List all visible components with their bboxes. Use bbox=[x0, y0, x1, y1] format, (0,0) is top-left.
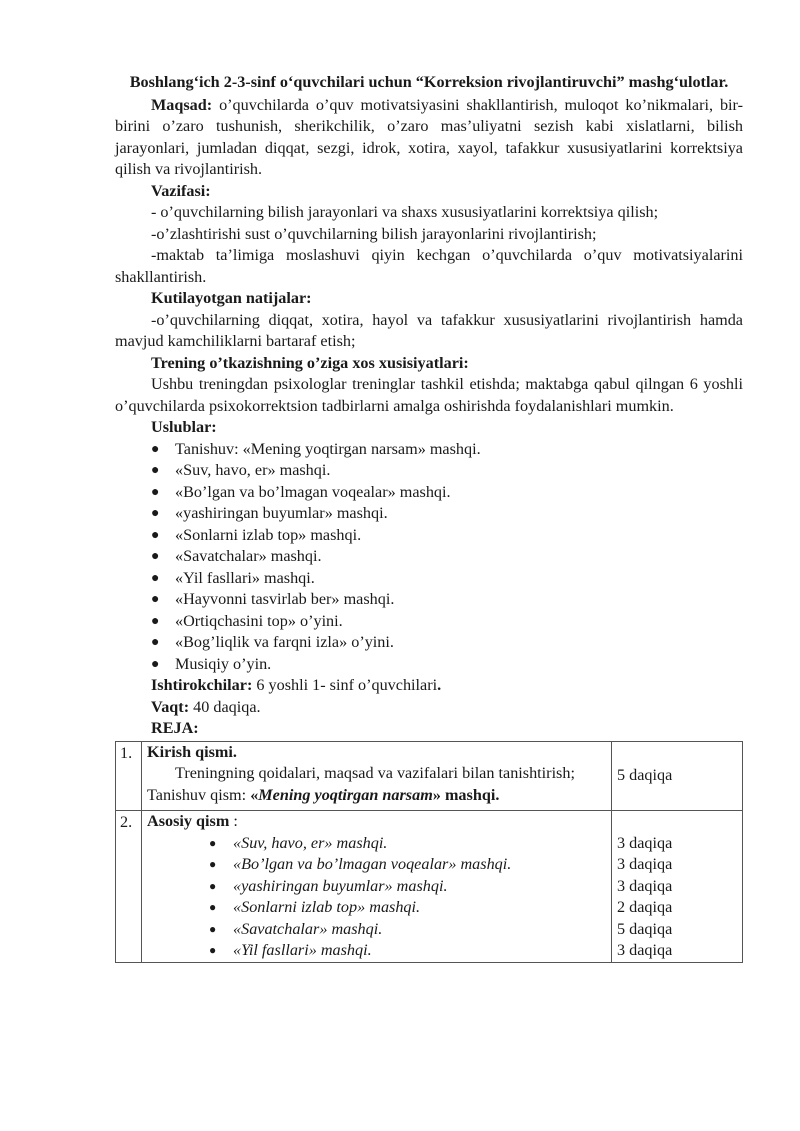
bullet-icon: ● bbox=[209, 943, 217, 957]
document-title: Boshlang‘ich 2-3-sinf o‘quvchilari uchun “Korreksion rivojlantiruvchi” mashg‘ulotlar. bbox=[129, 73, 729, 91]
list-item: ● «Bo’lgan va bo’lmagan voqealar» mashqi. bbox=[115, 482, 743, 504]
maqsad-label: Maqsad: bbox=[151, 95, 213, 114]
trening-heading: Trening o’tkazishning o’ziga xos xusisiyatlari: bbox=[151, 353, 469, 372]
maqsad-text: o’quvchilarda o’quv motivatsiyasini shakllantirish, muloqot ko’nikmalari, bir-birini o’zaro tushunish, sherikchilik, o’zaro mas’uliyatni sezish kabi xislatlarni, bilish jarayonlari, jumladan diqqat, sezgi, idrok, xotira, xayol, tafakkur xususiyatlarini korrektsiya qilish va rivojlantirish. bbox=[115, 95, 743, 178]
row-heading: Asosiy qism bbox=[147, 812, 230, 830]
time-value: 5 daqiqa bbox=[617, 919, 673, 938]
row-number: 1. bbox=[116, 741, 142, 811]
list-item: ● «Ortiqchasini top» o’yini. bbox=[115, 611, 743, 633]
natijalar-heading: Kutilayotgan natijalar: bbox=[151, 289, 312, 307]
ishtirokchilar-line: Ishtirokchilar: 6 yoshli 1- sinf o’quvchilari. bbox=[151, 676, 442, 694]
bullet-icon: ● bbox=[151, 527, 160, 543]
reja-table bbox=[115, 741, 743, 963]
asosiy-list bbox=[147, 833, 606, 962]
list-item: ● Tanishuv: «Mening yoqtirgan narsam» mashqi. bbox=[115, 439, 743, 461]
vazifasi-item: - o’quvchilarning bilish jarayonlari va shaxs xususiyatlarini korrektsiya qilish; bbox=[151, 203, 659, 221]
list-item: ● «Suv, havo, er» mashqi. bbox=[115, 460, 743, 482]
row-time: 5 daqiqa bbox=[612, 741, 743, 811]
row-content bbox=[142, 811, 612, 963]
list-item: ● «Bog’liqlik va farqni izla» o’yini. bbox=[115, 632, 743, 654]
time-value: 3 daqiqa bbox=[617, 855, 673, 873]
list-item: ● «Yil fasllari» mashqi. bbox=[147, 940, 606, 962]
maqsad-paragraph bbox=[115, 95, 743, 181]
row-text: Treningning qoidalari, maqsad va vazifalari bilan tanishtirish; bbox=[175, 764, 575, 782]
ishtirokchilar-text: 6 yoshli 1- sinf o’quvchilari bbox=[252, 676, 438, 694]
vazifasi-heading: Vazifasi: bbox=[151, 181, 211, 200]
bullet-icon: ● bbox=[209, 900, 217, 914]
time-value: 3 daqiqa bbox=[617, 941, 673, 959]
bullet-icon: ● bbox=[151, 570, 160, 586]
list-item: ● «Sonlarni izlab top» mashqi. bbox=[147, 897, 606, 919]
bullet-icon: ● bbox=[209, 835, 217, 850]
table-row bbox=[116, 741, 743, 811]
bullet-icon: ● bbox=[151, 484, 160, 500]
list-item: ● «Yil fasllari» mashqi. bbox=[115, 568, 743, 590]
list-item: ● «Savatchalar» mashqi. bbox=[147, 919, 606, 941]
row-content bbox=[142, 741, 612, 811]
uslublar-heading: Uslublar: bbox=[151, 418, 217, 436]
tanishuv-line: Tanishuv qism: «Mening yoqtirgan narsam» mashqi. bbox=[147, 785, 500, 804]
list-item: ● «yashiringan buyumlar» mashqi. bbox=[147, 876, 606, 898]
bullet-icon: ● bbox=[151, 656, 160, 672]
time-value: 3 daqiqa bbox=[617, 833, 673, 852]
bullet-icon: ● bbox=[151, 441, 160, 457]
bullet-icon: ● bbox=[151, 506, 160, 521]
list-item: ● «yashiringan buyumlar» mashqi. bbox=[115, 503, 743, 525]
vaqt-label: Vaqt: bbox=[151, 697, 190, 716]
bullet-icon: ● bbox=[209, 878, 217, 893]
ishtirokchilar-label: Ishtirokchilar: bbox=[151, 676, 253, 694]
time-value: 2 daqiqa bbox=[617, 898, 673, 916]
row-heading-line: Asosiy qism : bbox=[147, 812, 238, 830]
document-page bbox=[115, 72, 743, 963]
table-row bbox=[116, 811, 743, 963]
vaqt-line bbox=[115, 697, 743, 719]
list-item: ● «Bo’lgan va bo’lmagan voqealar» mashqi. bbox=[147, 854, 606, 876]
bullet-icon: ● bbox=[151, 463, 160, 478]
time-value: 3 daqiqa bbox=[617, 876, 673, 895]
reja-heading: REJA: bbox=[151, 719, 199, 737]
bullet-icon: ● bbox=[151, 549, 160, 564]
list-item: ● Musiqiy o’yin. bbox=[115, 654, 743, 676]
list-item: ● «Suv, havo, er» mashqi. bbox=[147, 833, 606, 855]
list-item: ● «Sonlarni izlab top» mashqi. bbox=[115, 525, 743, 547]
list-item: ● «Hayvonni tasvirlab ber» mashqi. bbox=[115, 589, 743, 611]
row-heading: Kirish qismi. bbox=[147, 742, 237, 761]
vaqt-text: 40 daqiqa. bbox=[189, 697, 261, 716]
uslublar-list bbox=[115, 439, 743, 676]
bullet-icon: ● bbox=[151, 635, 160, 650]
bullet-icon: ● bbox=[209, 857, 217, 871]
trening-text: Ushbu treningdan psixologlar treninglar tashkil etishda; maktabga qabul qilngan 6 yoshli o’quvchilarda psixokorrektsion tadbirlarni amalga oshirishda foydalanishlari mumkin. bbox=[115, 375, 743, 415]
list-item: ● «Savatchalar» mashqi. bbox=[115, 546, 743, 568]
row-times bbox=[612, 811, 743, 963]
row-number: 2. bbox=[116, 811, 142, 963]
bullet-icon: ● bbox=[151, 592, 160, 607]
vazifasi-item: -o’zlashtirishi sust o’quvchilarning bilish jarayonlarini rivojlantirish; bbox=[151, 224, 597, 243]
bullet-icon: ● bbox=[151, 613, 160, 629]
natijalar-text: -o’quvchilarning diqqat, xotira, hayol va tafakkur xususiyatlarini rivojlantirish hamda mavjud kamchiliklarni bartaraf etish; bbox=[115, 310, 743, 350]
bullet-icon: ● bbox=[209, 921, 217, 936]
vazifasi-item: -maktab ta’limiga moslashuvi qiyin kechgan o’quvchilarda o’quv motivatsiyalarini shakllantirish. bbox=[115, 246, 743, 286]
